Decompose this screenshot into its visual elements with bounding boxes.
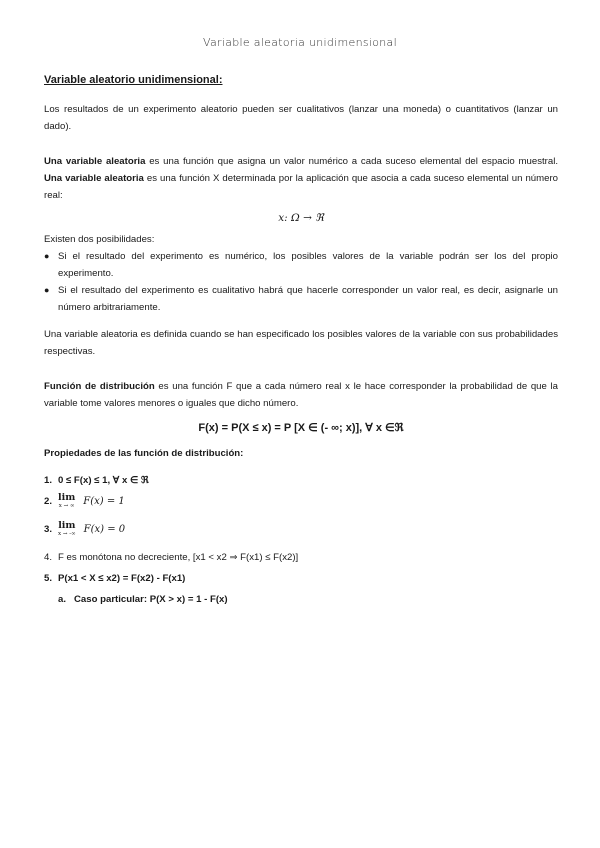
properties-title: Propiedades de las función de distribución: (44, 448, 244, 459)
property-4: 4. F es monótona no decreciente, [x1 < x2 ⇒ F(x1) ≤ F(x2)] (44, 552, 299, 563)
cdf-text: es una función F que a cada número real x le hace corresponder la probabilidad de que la variable tome valores menores o iguales que dicho número. (44, 381, 558, 409)
intro-paragraph: Los resultados de un experimento aleatorio pueden ser cualitativos (lanzar una moneda) o cuantitativos (lanzar un dado). (44, 104, 558, 132)
limit-operator: lim x → -∞ (58, 520, 76, 537)
section-title: Variable aleatorio unidimensional: (44, 74, 223, 86)
definition-text-2: es una función X determinada por la aplicación que asocia a cada suceso elemental un número real: (44, 173, 558, 201)
document-body (44, 72, 558, 608)
bullet-icon: ● (44, 285, 50, 295)
definition-term-2: Una variable aleatoria (44, 173, 144, 184)
cdf-term: Función de distribución (44, 381, 155, 392)
definition-term-1: Una variable aleatoria (44, 156, 146, 167)
bullet-icon: ● (44, 251, 50, 261)
cdf-paragraph (44, 378, 558, 412)
definition-paragraph (44, 153, 558, 204)
limit-operator: lim x → ∞ (58, 492, 76, 509)
list-item: ● Si el resultado del experimento es numérico, los posibles valores de la variable podrán ser los del propio experimento. (44, 248, 558, 282)
property-5: 5. P(x1 < X ≤ x2) = F(x2) - F(x1) (44, 573, 186, 584)
possibilities-intro: Existen dos posibilidades: (44, 234, 155, 245)
list-item: ● Si el resultado del experimento es cualitativo habrá que hacerle corresponder un valor real, es decir, asignarle un número arbitrariamente. (44, 282, 558, 316)
page-header-title: Variable aleatoria unidimensional (203, 36, 397, 49)
defined-when-paragraph: Una variable aleatoria es definida cuando se han especificado los posibles valores de la variable con sus probabilidades respectivas. (44, 329, 558, 357)
definition-text-1: es una función que asigna un valor numérico a cada suceso elemental del espacio muestral. (145, 156, 558, 167)
property-5a: a. Caso particular: P(X > x) = 1 - F(x) (58, 594, 228, 605)
mapping-formula: x: Ω → ℜ (278, 212, 324, 224)
property-1: 1. 0 ≤ F(x) ≤ 1, ∀ x ∈ ℜ (44, 475, 149, 486)
property-2: 2. lim x → ∞ F(x) = 1 (44, 492, 125, 509)
possibilities-list (44, 248, 558, 316)
cdf-formula: F(x) = P(X ≤ x) = P [X ∈ (- ∞; x)], ∀ x ∈ℜ (198, 422, 404, 434)
property-3: 3. lim x → -∞ F(x) = 0 (44, 520, 126, 537)
